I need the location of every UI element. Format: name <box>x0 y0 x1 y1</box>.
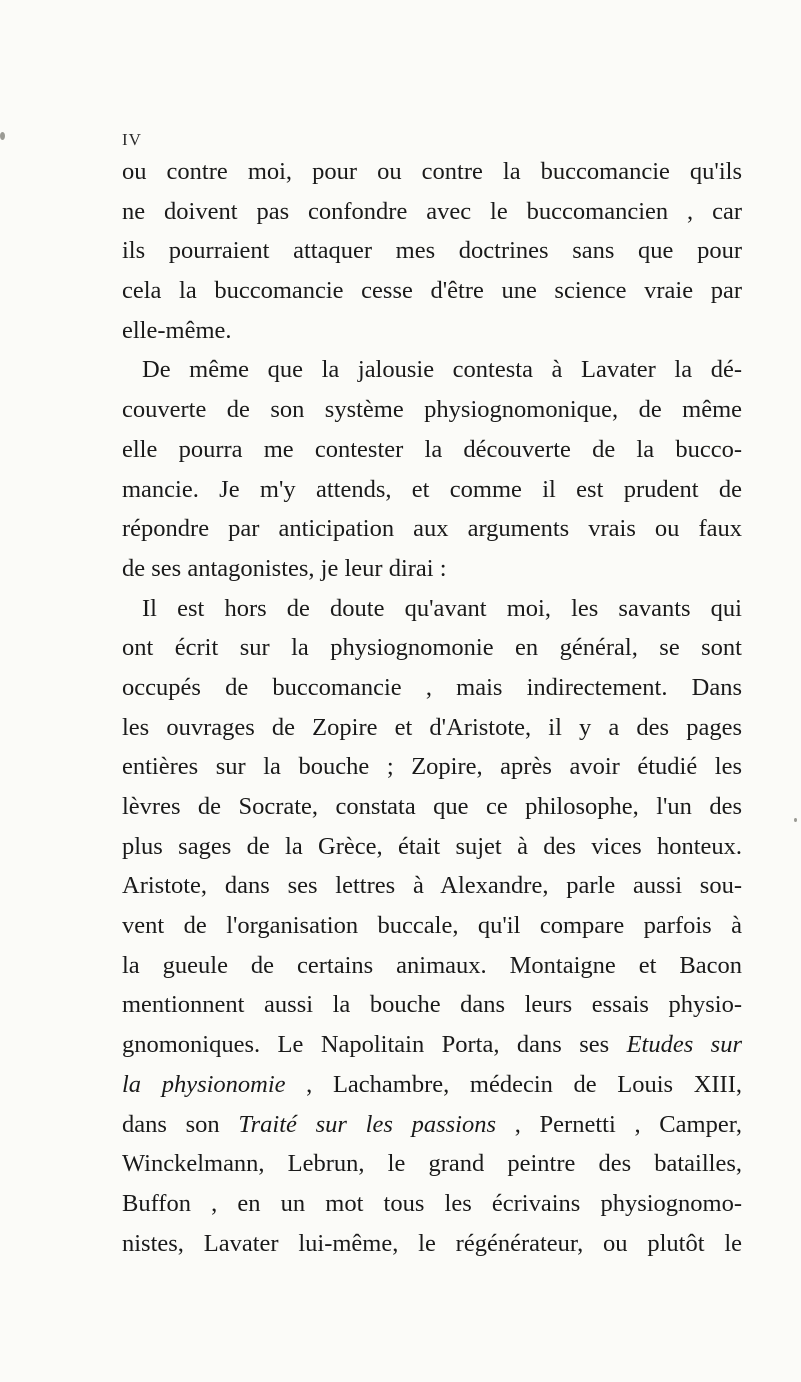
text-line: Il est hors de doute qu'avant moi, les savants qui <box>142 594 742 622</box>
text-line: nistes, Lavater lui-même, le régénérateur, ou plutôt le <box>122 1229 742 1257</box>
text-line: ne doivent pas confondre avec le buccomancien , car <box>122 197 742 225</box>
text-line: la gueule de certains animaux. Montaigne et Bacon <box>122 951 742 979</box>
text-line: mentionnent aussi la bouche dans leurs essais physio- <box>122 991 742 1019</box>
text-line: elle pourra me contester la découverte de la bucco- <box>122 435 742 463</box>
text-segment: , Lachambre, médecin de Louis XIII, <box>285 1070 743 1098</box>
text-segment: , Pernetti , Camper, <box>496 1110 742 1138</box>
text-line: entières sur la bouche ; Zopire, après avoir étudié les <box>122 753 742 781</box>
text-line: plus sages de la Grèce, était sujet à des vices honteux. <box>122 832 742 860</box>
text-line: répondre par anticipation aux arguments vrais ou faux <box>122 515 742 543</box>
text-line <box>122 1025 742 1065</box>
text-line: De même que la jalousie contesta à Lavater la dé- <box>142 356 742 384</box>
text-line: de ses antagonistes, je leur dirai : <box>122 554 447 582</box>
text-line: couverte de son système physiognomonique, de même <box>122 396 742 424</box>
text-segment: gnomoniques. Le Napolitain Porta, dans ses <box>122 1031 627 1059</box>
text-line: cela la buccomancie cesse d'être une science vraie par <box>122 277 742 305</box>
text-line: ou contre moi, pour ou contre la buccomancie qu'ils <box>122 158 742 185</box>
text-line: Winckelmann, Lebrun, le grand peintre des batailles, <box>122 1150 742 1178</box>
text-line: ont écrit sur la physiognomonie en général, se sont <box>122 634 742 662</box>
text-line: ils pourraient attaquer mes doctrines sans que pour <box>122 237 742 265</box>
book-title: Traité sur les passions <box>238 1110 496 1138</box>
book-title: la physionomie <box>122 1070 286 1098</box>
text-line: occupés de buccomancie , mais indirectement. Dans <box>122 673 742 701</box>
text-line: Buffon , en un mot tous les écrivains physiognomo- <box>122 1189 742 1217</box>
text-line: les ouvrages de Zopire et d'Aristote, il y a des pages <box>122 713 742 741</box>
text-line <box>122 1105 742 1145</box>
text-line: lèvres de Socrate, constata que ce philosophe, l'un des <box>122 793 742 820</box>
margin-speck <box>794 818 797 822</box>
text-line <box>122 1065 742 1105</box>
book-title: Etudes sur <box>626 1031 742 1059</box>
text-line: vent de l'organisation buccale, qu'il compare parfois à <box>122 912 742 940</box>
text-line: elle-même. <box>122 316 232 344</box>
text-line: Aristote, dans ses lettres à Alexandre, parle aussi sou- <box>122 872 742 900</box>
text-segment: dans son <box>122 1110 239 1138</box>
text-line: mancie. Je m'y attends, et comme il est prudent de <box>122 475 742 503</box>
page-number: IV <box>122 130 142 149</box>
body-text <box>122 152 742 1263</box>
page-edge-blemish <box>0 132 5 140</box>
